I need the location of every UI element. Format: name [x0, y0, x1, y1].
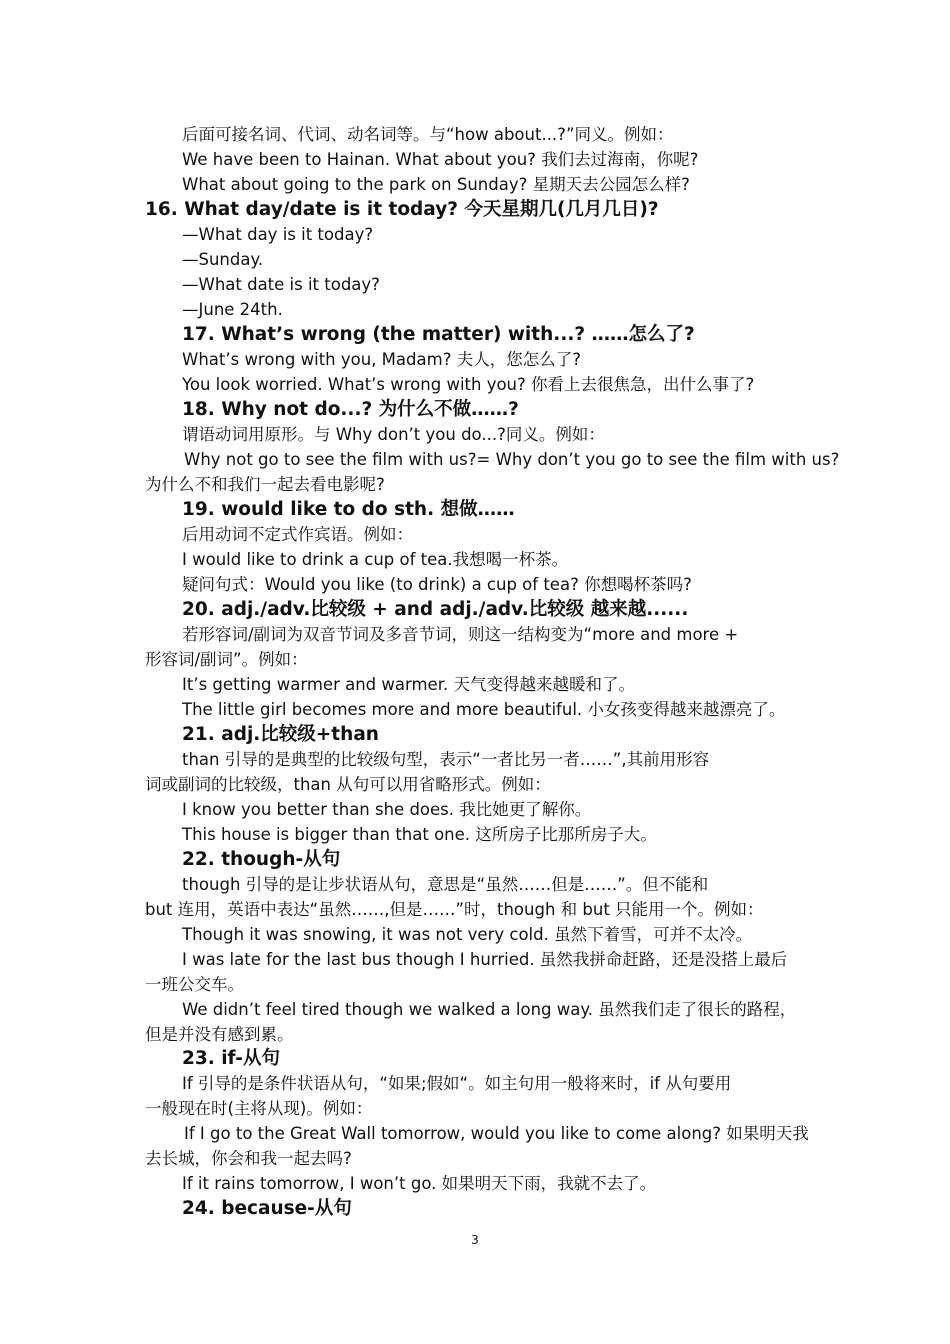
text-line: If 引导的是条件状语从句，“如果;假如“。如主句用一般将来时，if 从句要用 [182, 1074, 732, 1093]
text-line: —Sunday. [182, 250, 264, 269]
text-line: This house is bigger than that one. 这所房子比那所房子大。 [182, 825, 657, 844]
text-line: —What date is it today? [182, 275, 380, 294]
text-line: 谓语动词用原形。与 Why don’t you do...?同义。例如： [182, 425, 605, 444]
text-line: than 引导的是典型的比较级句型，表示“一者比另一者……”,其前用形容 [182, 750, 710, 769]
text-line: Though it was snowing, it was not very cold. 虽然下着雪，可并不太冷。 [182, 925, 753, 944]
text-line: I know you better than she does. 我比她更了解你。 [182, 800, 592, 819]
text-line: I was late for the last bus though I hurried. 虽然我拼命赶路，还是没搭上最后 [182, 950, 788, 969]
text-line: We didn’t feel tired though we walked a long way. 虽然我们走了很长的路程， [182, 1000, 797, 1019]
section-heading: 21. adj.比较级+than [182, 724, 379, 745]
section-heading: 23. if-从句 [182, 1048, 280, 1069]
text-line: 形容词/副词”。例如： [145, 650, 308, 669]
text-line: 疑问句式：Would you like (to drink) a cup of tea? 你想喝杯茶吗? [182, 575, 692, 594]
text-line: but 连用，英语中表达“虽然……,但是……”时，though 和 but 只能用一个。例如： [145, 900, 764, 919]
section-heading: 20. adj./adv.比较级 + and adj./adv.比较级 越来越...... [182, 599, 689, 620]
text-line: —June 24th. [182, 300, 283, 319]
section-heading: 16. What day/date is it today? 今天星期几(几月几日)? [145, 199, 659, 220]
section-heading: 18. Why not do...? 为什么不做……? [182, 399, 519, 420]
text-line: 一班公交车。 [145, 975, 244, 994]
section-heading: 19. would like to do sth. 想做…… [182, 499, 515, 520]
section-heading: 22. though-从句 [182, 849, 341, 870]
text-line: 若形容词/副词为双音节词及多音节词，则这一结构变为“more and more + [182, 625, 739, 644]
text-line: What’s wrong with you, Madam? 夫人，您怎么了? [182, 350, 581, 369]
text-line: The little girl becomes more and more beautiful. 小女孩变得越来越漂亮了。 [182, 700, 786, 719]
text-line: 但是并没有感到累。 [145, 1025, 294, 1044]
text-line: 后用动词不定式作宾语。例如： [182, 525, 413, 544]
text-line: We have been to Hainan. What about you? 我们去过海南，你呢? [182, 150, 699, 169]
text-line: It’s getting warmer and warmer. 天气变得越来越暖和了。 [182, 675, 635, 694]
text-line: If it rains tomorrow, I won’t go. 如果明天下雨，我就不去了。 [182, 1174, 657, 1193]
section-heading: 24. because-从句 [182, 1198, 352, 1219]
text-line: If I go to the Great Wall tomorrow, would you like to come along? 如果明天我 [184, 1124, 809, 1143]
text-line: though 引导的是让步状语从句，意思是“虽然……但是……”。但不能和 [182, 875, 709, 894]
text-line: —What day is it today? [182, 225, 374, 244]
text-line: 后面可接名词、代词、动名词等。与“how about...?”同义。例如： [182, 125, 674, 144]
section-heading: 17. What’s wrong (the matter) with...? ……怎么了? [182, 324, 695, 345]
text-line: You look worried. What’s wrong with you? 你看上去很焦急，出什么事了? [182, 375, 755, 394]
text-line: Why not go to see the film with us?= Why don’t you go to see the film with us? [184, 450, 840, 469]
text-line: 去长城，你会和我一起去吗? [145, 1149, 352, 1168]
text-line: 为什么不和我们一起去看电影呢? [145, 475, 385, 494]
text-line: What about going to the park on Sunday? 星期天去公园怎么样? [182, 175, 690, 194]
text-line: I would like to drink a cup of tea.我想喝一杯茶。 [182, 550, 569, 569]
text-line: 词或副词的比较级，than 从句可以用省略形式。例如： [145, 775, 551, 794]
page-number: 3 [471, 1233, 479, 1247]
text-line: 一般现在时(主将从现)。例如： [145, 1099, 373, 1118]
